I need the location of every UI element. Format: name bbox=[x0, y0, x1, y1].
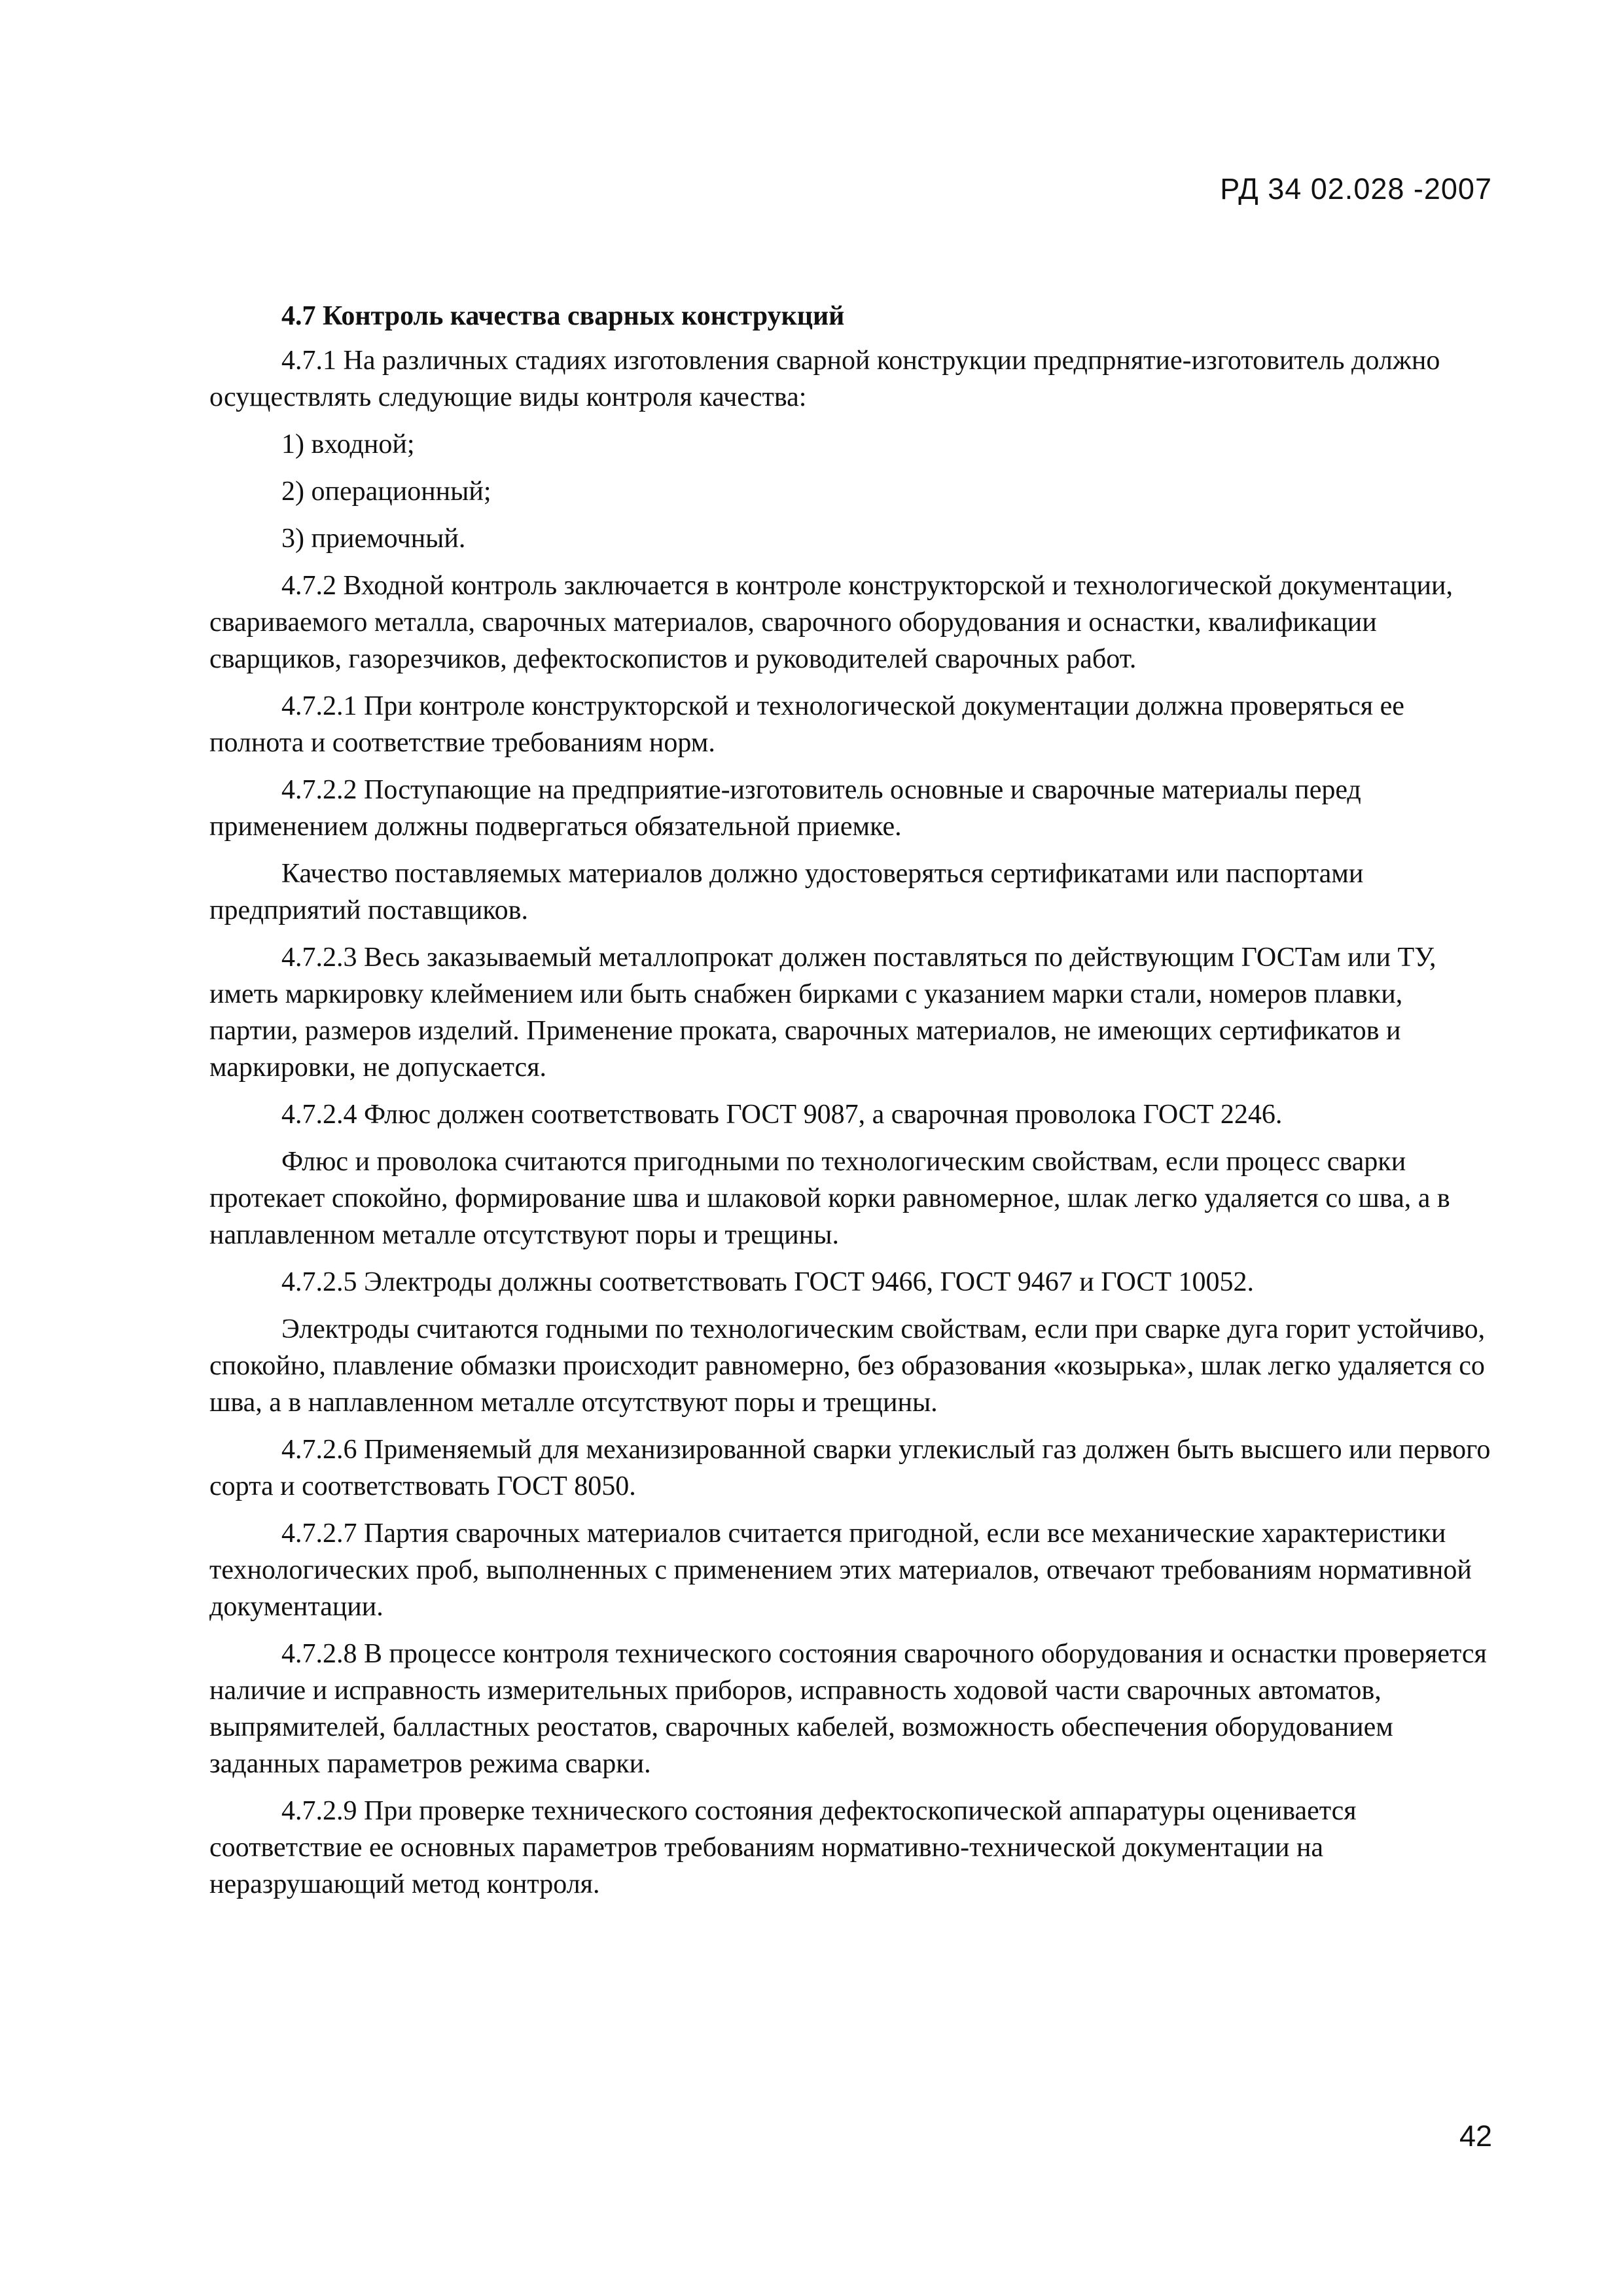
paragraph-4-7-2-5-continued: Электроды считаются годными по технологическим свойствам, если при сварке дуга горит устойчиво, спокойно, плавление обмазки происходит равномерно, без образования «козырька», шлак легко удаляется со шва, а в наплавленном металле отсутствуют поры и трещины. bbox=[209, 1314, 1486, 1418]
paragraph-4-7-2-4: 4.7.2.4 Флюс должен соответствовать ГОСТ 9087, а сварочная проволока ГОСТ 2246. bbox=[281, 1100, 1283, 1130]
page-content bbox=[209, 298, 1492, 1913]
paragraph-4-7-2-8: 4.7.2.8 В процессе контроля технического состояния сварочного оборудования и оснастки проверяется наличие и исправность измерительных приборов, исправность ходовой части сварочных автоматов, выпрямителей, балластных реостатов, сварочных кабелей, возможность обеспечения оборудованием заданных параметров режима сварки. bbox=[209, 1639, 1487, 1779]
document-code: РД 34 02.028 -2007 bbox=[1220, 172, 1492, 206]
paragraph-4-7-2-7: 4.7.2.7 Партия сварочных материалов считается пригодной, если все механические характеристики технологических проб, выполненных с применением этих материалов, отвечают требованиям нормативной документации. bbox=[209, 1518, 1472, 1622]
paragraph-4-7-1: 4.7.1 На различных стадиях изготовления сварной конструкции предпрнятие-изготовитель должно осуществлять следующие виды контроля качества: bbox=[209, 346, 1440, 412]
list-item-2: 2) операционный; bbox=[281, 476, 491, 507]
paragraph-4-7-2-9: 4.7.2.9 При проверке технического состояния дефектоскопической аппаратуры оценивается соответствие ее основных параметров требованиям нормативно-технической документации на неразрушающий метод контроля. bbox=[209, 1796, 1357, 1899]
paragraph-4-7-2-2: 4.7.2.2 Поступающие на предприятие-изготовитель основные и сварочные материалы перед применением должны подвергаться обязательной приемке. bbox=[209, 775, 1361, 842]
paragraph-4-7-2-6: 4.7.2.6 Применяемый для механизированной сварки углекислый газ должен быть высшего или первого сорта и соответствовать ГОСТ 8050. bbox=[209, 1435, 1491, 1501]
page-number: 42 bbox=[1459, 2119, 1492, 2153]
paragraph-4-7-2-3: 4.7.2.3 Весь заказываемый металлопрокат должен поставляться по действующим ГОСТам или ТУ, иметь маркировку клеймением или быть снабжен бирками с указанием марки стали, номеров плавки, партии, размеров изделий. Применение проката, сварочных материалов, не имеющих сертификатов и маркировки, не допускается. bbox=[209, 942, 1436, 1083]
list-item-3: 3) приемочный. bbox=[281, 524, 466, 554]
section-title: 4.7 Контроль качества сварных конструкций bbox=[281, 301, 845, 331]
paragraph-4-7-2-4-continued: Флюс и проволока считаются пригодными по технологическим свойствам, если процесс сварки протекает спокойно, формирование шва и шлаковой корки равномерное, шлак легко удаляется со шва, а в наплавленном металле отсутствуют поры и трещины. bbox=[209, 1147, 1450, 1250]
list-item-1: 1) входной; bbox=[281, 429, 415, 459]
paragraph-4-7-2-5: 4.7.2.5 Электроды должны соответствовать ГОСТ 9466, ГОСТ 9467 и ГОСТ 10052. bbox=[281, 1267, 1254, 1297]
paragraph-4-7-2: 4.7.2 Входной контроль заключается в контроле конструкторской и технологической документации, свариваемого металла, сварочных материалов, сварочного оборудования и оснастки, квалификации сварщиков, газорезчиков, дефектоскопистов и руководителей сварочных работ. bbox=[209, 571, 1453, 674]
paragraph-4-7-2-1: 4.7.2.1 При контроле конструкторской и технологической документации должна проверяться ее полнота и соответствие требованиям норм. bbox=[209, 691, 1404, 758]
paragraph-4-7-2-2-continued: Качество поставляемых материалов должно удостоверяться сертификатами или паспортами предприятий поставщиков. bbox=[209, 859, 1364, 925]
